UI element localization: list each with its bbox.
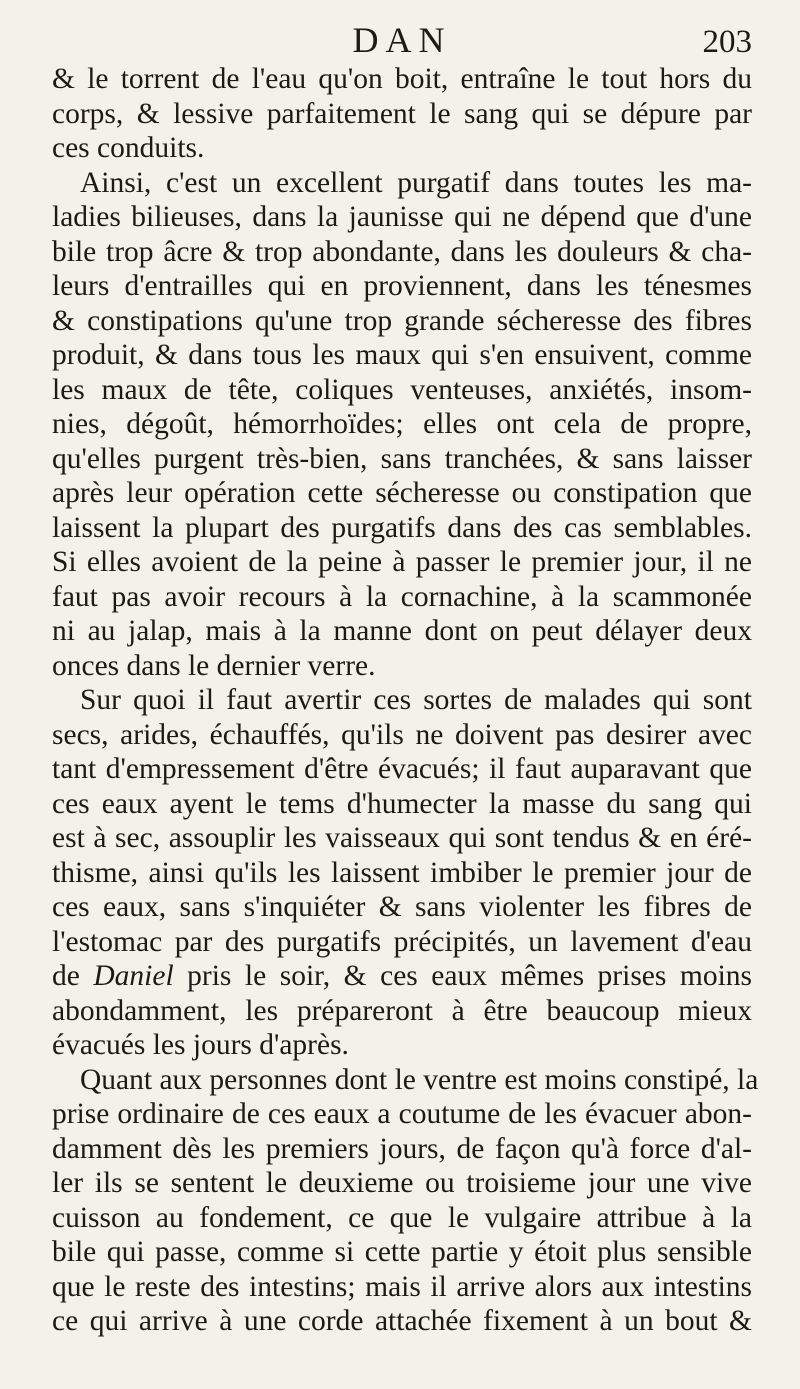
running-head: DAN <box>352 20 452 60</box>
text-line: qu'elles purgent très-bien, sans tranchées, & sans laisser <box>52 442 752 475</box>
text-line: prise ordinaire de ces eaux a coutume de les évacuer abon- <box>52 1098 752 1130</box>
text-line: tant d'empressement d'être évacués; il faut auparavant que <box>52 753 752 785</box>
text-line: bile qui passe, comme si cette partie y étoit plus sensible <box>52 1236 752 1268</box>
text-line: évacués les jours d'après. <box>52 1029 349 1061</box>
text-line: nies, dégoût, hémorrhoïdes; elles ont cela de propre, <box>52 408 752 440</box>
text-line: ces eaux ayent le tems d'humecter la masse du sang qui <box>52 787 752 820</box>
text-line: Quant aux personnes dont le ventre est moins constipé, la <box>80 1063 759 1096</box>
text-line: bile trop âcre & trop abondante, dans les douleurs & cha- <box>52 235 752 268</box>
text-line: onces dans le dernier verre. <box>52 649 376 682</box>
text-line: l'estomac par des purgatifs précipités, un lavement d'eau <box>52 925 752 958</box>
text-line: abondamment, les prépareront à être beaucoup mieux <box>52 994 752 1027</box>
page-number: 203 <box>702 24 752 60</box>
body-text <box>52 62 759 1339</box>
text-line: faut pas avoir recours à la cornachine, à la scammonée <box>52 580 752 613</box>
text-line: damment dès les premiers jours, de façon qu'à force d'al- <box>52 1132 752 1165</box>
text-line: ces eaux, sans s'inquiéter & sans violenter les fibres de <box>52 891 752 923</box>
page-header <box>52 0 752 62</box>
text-line: après leur opération cette sécheresse ou constipation que <box>52 477 752 509</box>
text-line: corps, & lessive parfaitement le sang qui se dépure par <box>52 97 752 130</box>
paragraph-2 <box>52 166 752 684</box>
text-line: Sur quoi il faut avertir ces sortes de malades qui sont <box>80 684 752 716</box>
text-line: Si elles avoient de la peine à passer le premier jour, il ne <box>52 546 752 578</box>
text-line: Ainsi, c'est un excellent purgatif dans toutes les ma- <box>80 166 752 199</box>
text-line: ler ils se sentent le deuxieme ou troisieme jour une vive <box>52 1167 752 1199</box>
text-line: laissent la plupart des purgatifs dans des cas semblables. <box>52 511 752 544</box>
text-line: & le torrent de l'eau qu'on boit, entraîne le tout hors du <box>52 63 752 95</box>
text-line: de Daniel pris le soir, & ces eaux mêmes prises moins <box>52 960 753 992</box>
italic-name: Daniel <box>93 960 174 992</box>
text-line: ni au jalap, mais à la manne dont on peut délayer deux <box>52 615 752 647</box>
text-line: & constipations qu'une trop grande sécheresse des fibres <box>52 304 752 337</box>
paragraph-4 <box>52 1063 759 1339</box>
text-line: produit, & dans tous les maux qui s'en ensuivent, comme <box>52 339 752 371</box>
paragraph-1 <box>52 62 752 166</box>
text-line: que le reste des intestins; mais il arrive alors aux intestins <box>52 1270 752 1303</box>
text-line: les maux de tête, coliques venteuses, anxiétés, insom- <box>52 373 752 406</box>
paragraph-3 <box>52 683 752 1063</box>
text-line: ces conduits. <box>52 132 205 164</box>
text-line: thisme, ainsi qu'ils les laissent imbiber le premier jour de <box>52 856 752 889</box>
text-line: secs, arides, échauffés, qu'ils ne doivent pas desirer avec <box>52 718 752 751</box>
text-line: ce qui arrive à une corde attachée fixement à un bout & <box>52 1305 752 1337</box>
text-line: ladies bilieuses, dans la jaunisse qui ne dépend que d'une <box>52 201 752 233</box>
text-line: est à sec, assouplir les vaisseaux qui sont tendus & en éré- <box>52 822 752 854</box>
text-line: leurs d'entrailles qui en proviennent, dans les ténesmes <box>52 270 752 302</box>
text-line: cuisson au fondement, ce que le vulgaire attribue à la <box>52 1201 752 1234</box>
